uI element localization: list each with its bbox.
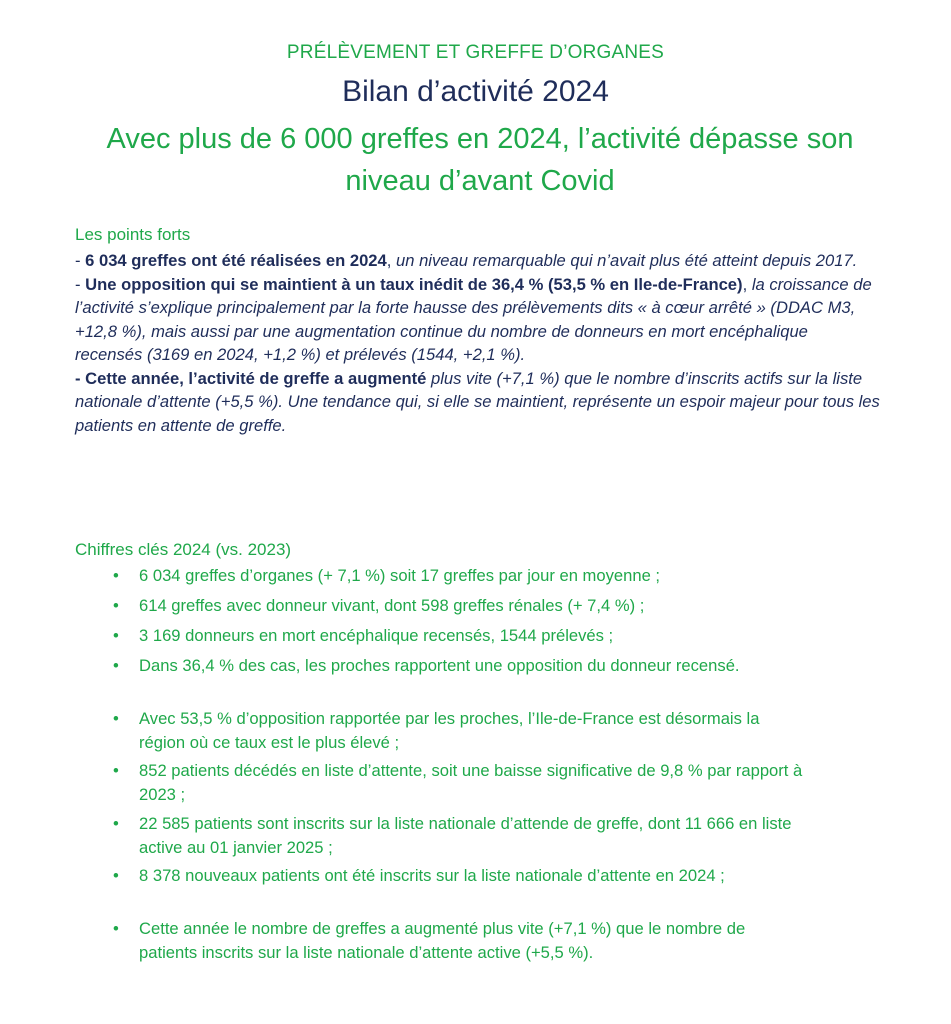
list-item-text: 8 378 nouveaux patients ont été inscrits sur la liste nationale d’attente en 2024 ; xyxy=(139,866,725,885)
list-item-text: Avec 53,5 % d’opposition rapportée par les proches, l’Ile-de-France est désormais la région où ce taux est le plus élevé ; xyxy=(139,709,760,752)
list-item xyxy=(113,594,839,618)
bullet-icon: • xyxy=(113,814,119,833)
bullet-icon: • xyxy=(113,656,119,675)
highlights-section xyxy=(75,249,895,437)
list-item xyxy=(113,759,819,807)
list-item-text: 852 patients décédés en liste d’attente, soit une baisse significative de 9,8 % par rapport à 2023 ; xyxy=(139,761,803,804)
list-item-text: 614 greffes avec donneur vivant, dont 598 greffes rénales (+ 7,4 %) ; xyxy=(139,596,645,615)
list-item xyxy=(113,654,809,678)
highlight-italic: un niveau remarquable qui n’avait plus été atteint depuis 2017. xyxy=(396,251,858,270)
list-item xyxy=(113,564,839,588)
bullet-icon: • xyxy=(113,709,119,728)
highlight-italic: la croissance de l’activité s’explique principalement par la forte hausse des prélèvements dits « à cœur arrêté » (DDAC M3, +12,8 %), mais aussi par une augmentation continue du nombre de donneurs en mort encéphalique recensés (3169 en 2024, +1,2 %) et prélevés (1544, +2,1 %). xyxy=(75,274,872,364)
document-title: Bilan d’activité 2024 xyxy=(342,75,609,108)
bullet-icon: • xyxy=(113,761,119,780)
list-item-text: 22 585 patients sont inscrits sur la liste nationale d’attende de greffe, dont 11 666 en liste active au 01 janvier 2025 ; xyxy=(139,814,792,857)
bullet-icon: • xyxy=(113,566,119,585)
highlight-prefix: - xyxy=(75,274,86,294)
list-item xyxy=(113,707,779,755)
highlight-bold: Une opposition qui se maintient à un taux inédit de 36,4 % (53,5 % en Ile-de-France) xyxy=(85,274,743,294)
list-item xyxy=(113,864,799,888)
key-figures-heading: Chiffres clés 2024 (vs. 2023) xyxy=(75,540,292,559)
highlight-italic: plus vite (+7,1 %) que le nombre d’inscrits actifs sur la liste nationale d’attente (+5,5 %). Une tendance qui, si elle se maintient, représente un espoir majeur pour tous les patients en attente de greffe. xyxy=(75,368,880,435)
bullet-icon: • xyxy=(113,866,119,885)
list-item-text: 6 034 greffes d’organes (+ 7,1 %) soit 17 greffes par jour en moyenne ; xyxy=(139,566,661,585)
highlight-paragraph xyxy=(75,249,875,273)
bullet-icon: • xyxy=(113,596,119,615)
highlight-prefix: - xyxy=(75,251,86,270)
list-item xyxy=(113,917,799,965)
list-item-text: 3 169 donneurs en mort encéphalique recensés, 1544 prélevés ; xyxy=(139,626,614,645)
list-item xyxy=(113,812,809,860)
bullet-icon: • xyxy=(113,919,119,938)
document-kicker: PRÉLÈVEMENT ET GREFFE D’ORGANES xyxy=(286,42,665,63)
list-item-text: Cette année le nombre de greffes a augmenté plus vite (+7,1 %) que le nombre de patients inscrits sur la liste nationale d’attente active (+5,5 %). xyxy=(139,919,746,962)
highlight-paragraph xyxy=(75,367,890,438)
highlight-bold: - Cette année, l’activité de greffe a augmenté xyxy=(75,368,427,388)
highlight-bold: 6 034 greffes ont été réalisées en 2024 xyxy=(85,251,387,270)
bullet-icon: • xyxy=(113,626,119,645)
document-subtitle: Avec plus de 6 000 greffes en 2024, l’activité dépasse son niveau d’avant Covid xyxy=(106,123,854,197)
highlight-paragraph xyxy=(75,273,875,367)
highlight-separator: , xyxy=(386,251,397,270)
highlight-separator: , xyxy=(742,274,752,294)
list-item-text: Dans 36,4 % des cas, les proches rapportent une opposition du donneur recensé. xyxy=(139,656,740,675)
list-item xyxy=(113,624,839,648)
highlights-heading: Les points forts xyxy=(75,225,191,244)
